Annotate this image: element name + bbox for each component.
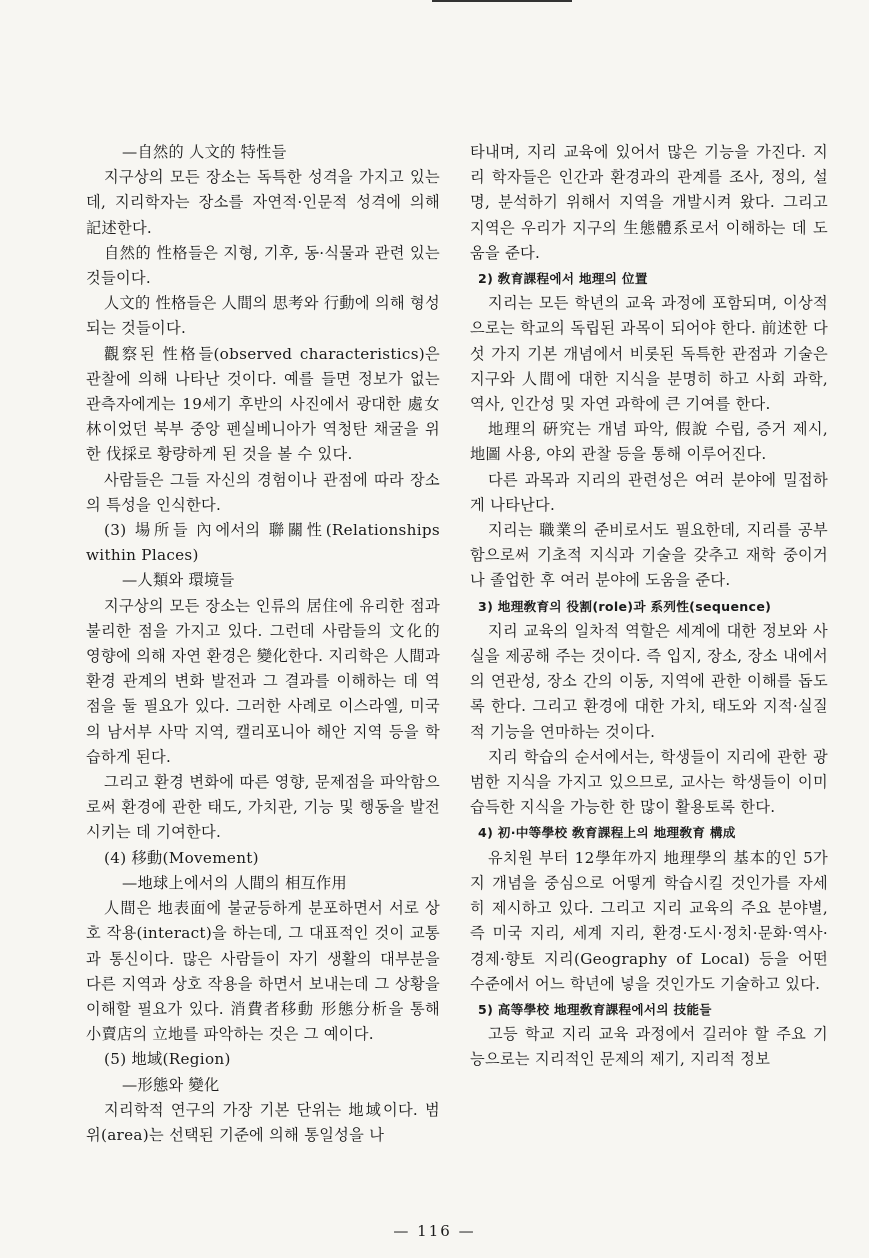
numbered-heading: 2) 敎育課程에서 地理의 位置 <box>478 271 648 287</box>
paragraph: 지리는 모든 학년의 교육 과정에 포함되며, 이상적으로는 학교의 독립된 과목이 되어야 한다. 前述한 다섯 가지 기본 개념에서 비롯된 독특한 관점과 기술은 지구와 人間에 대한 지식을 분명히 하고 사회 과학, 역사, 인간성 및 자연 과학에 큰 기여를 한다. <box>470 294 828 414</box>
numbered-heading: 3) 地理敎育의 役割(role)과 系列性(sequence) <box>478 598 772 614</box>
section-heading: (5) 地域(Region) <box>104 1050 231 1069</box>
paragraph: 유치원 부터 12學年까지 地理學의 基本的인 5가지 개념을 중심으로 어떻게 학습시킬 것인가를 자세히 제시하고 있다. 그리고 지리 교육의 주요 분야별, 즉 미국 지리, 세계 지리, 환경·도시·정치·문화·역사·경제·향토 지리(Geography of Local) 등을 어떤 수준에서 어느 학년에 넣을 것인가도 기술하고 있다. <box>470 848 828 993</box>
paragraph: 지리는 職業의 준비로서도 필요한데, 지리를 공부함으로써 기초적 지식과 기술을 갖추고 재학 중이거나 졸업한 후 여러 분야에 도움을 준다. <box>470 521 828 590</box>
paragraph: 사람들은 그들 자신의 경험이나 관점에 따라 장소의 특성을 인식한다. <box>86 470 440 514</box>
paragraph: 그리고 환경 변화에 따른 영향, 문제점을 파악함으로써 환경에 관한 태도, 가치관, 기능 및 행동을 발전시키는 데 기여한다. <box>86 773 440 842</box>
subheading: —自然的 人文的 特性들 <box>122 143 287 161</box>
top-rule <box>432 0 572 2</box>
right-column <box>470 140 828 1073</box>
paragraph: 지리 학습의 순서에서는, 학생들이 지리에 관한 광범한 지식을 가지고 있으므로, 교사는 학생들이 이미 습득한 지식을 가능한 한 많이 활용토록 한다. <box>470 747 828 817</box>
section-heading: (3) 場所들 內에서의 聯關性(Relationships within Places) <box>86 521 440 565</box>
paragraph: 人間은 地表面에 불균등하게 분포하면서 서로 상호 작용(interact)을 하는데, 그 대표적인 것이 교통과 통신이다. 많은 사람들이 자기 생활의 대부분을 다른 지역과 상호 작용을 하면서 보내는데 그 상황을 이해할 필요가 있다. 消費者移動 形態分析을 통해 小賣店의 立地를 파악하는 것은 그 예이다. <box>86 899 440 1044</box>
paragraph: 地理의 硏究는 개념 파악, 假說 수립, 증거 제시, 地圖 사용, 야외 관찰 등을 통해 이루어진다. <box>470 420 828 464</box>
paragraph: 人文的 性格들은 人間의 思考와 行動에 의해 형성되는 것들이다. <box>86 294 440 338</box>
numbered-heading: 4) 初·中等學校 敎育課程上의 地理敎育 構成 <box>478 825 736 841</box>
paragraph: 지구상의 모든 장소는 독특한 성격을 가지고 있는데, 지리학자는 장소를 자연적·인문적 성격에 의해 記述한다. <box>86 168 440 237</box>
paragraph: 고등 학교 지리 교육 과정에서 길러야 할 주요 기능으로는 지리적인 문제의 제기, 지리적 정보 <box>470 1025 828 1069</box>
paragraph: 自然的 性格들은 지형, 기후, 동·식물과 관련 있는 것들이다. <box>86 243 440 288</box>
paragraph: 지리 교육의 일차적 역할은 세계에 대한 정보와 사실을 제공해 주는 것이다. 즉 입지, 장소, 장소 내에서의 연관성, 장소 간의 이동, 지역에 관한 이해를 돕도록 한다. 그리고 환경에 대한 가치, 태도와 지적·실질적 기능을 연마하는 것이다. <box>470 621 828 741</box>
paragraph-continued: 타내며, 지리 교육에 있어서 많은 기능을 가진다. 지리 학자들은 인간과 환경과의 관계를 조사, 정의, 설명, 분석하기 위해서 지역을 개발시켜 왔다. 그리고 지역은 우리가 지구의 生態體系로서 이해하는 데 도움을 준다. <box>470 143 828 262</box>
left-column <box>86 140 440 1148</box>
subheading: —地球上에서의 人間의 相互作用 <box>122 873 348 892</box>
subheading: —人類와 環境들 <box>122 571 235 590</box>
section-heading: (4) 移動(Movement) <box>104 848 259 867</box>
paragraph: 다른 과목과 지리의 관련성은 여러 분야에 밀접하게 나타난다. <box>470 470 828 514</box>
numbered-heading: 5) 高等學校 地理敎育課程에서의 技能들 <box>478 1001 712 1017</box>
paragraph: 觀察된 性格들(observed characteristics)은 관찰에 의해 나타난 것이다. 예를 들면 정보가 없는 관측자에게는 19세기 후반의 사진에서 광대한 處女林이었던 북부 중앙 펜실베니아가 역청탄 채굴을 위한 伐採로 황량하게 된 것을 볼 수 있다. <box>86 344 440 464</box>
subheading: —形態와 變化 <box>122 1075 220 1094</box>
page-number: — 116 — <box>393 1222 476 1240</box>
paragraph: 지리학적 연구의 가장 기본 단위는 地域이다. 범위(area)는 선택된 기준에 의해 통일성을 나 <box>86 1100 440 1144</box>
paragraph: 지구상의 모든 장소는 인류의 居住에 유리한 점과 불리한 점을 가지고 있다. 그런데 사람들의 文化的 영향에 의해 자연 환경은 變化한다. 지리학은 人間과 환경 관계의 변화 발전과 그 결과를 이해하는 데 역점을 둘 필요가 있다. 그러한 사례로 이스라엘, 미국의 남서부 사막 지역, 캘리포니아 해안 지역 등을 학습하게 된다. <box>86 596 440 766</box>
